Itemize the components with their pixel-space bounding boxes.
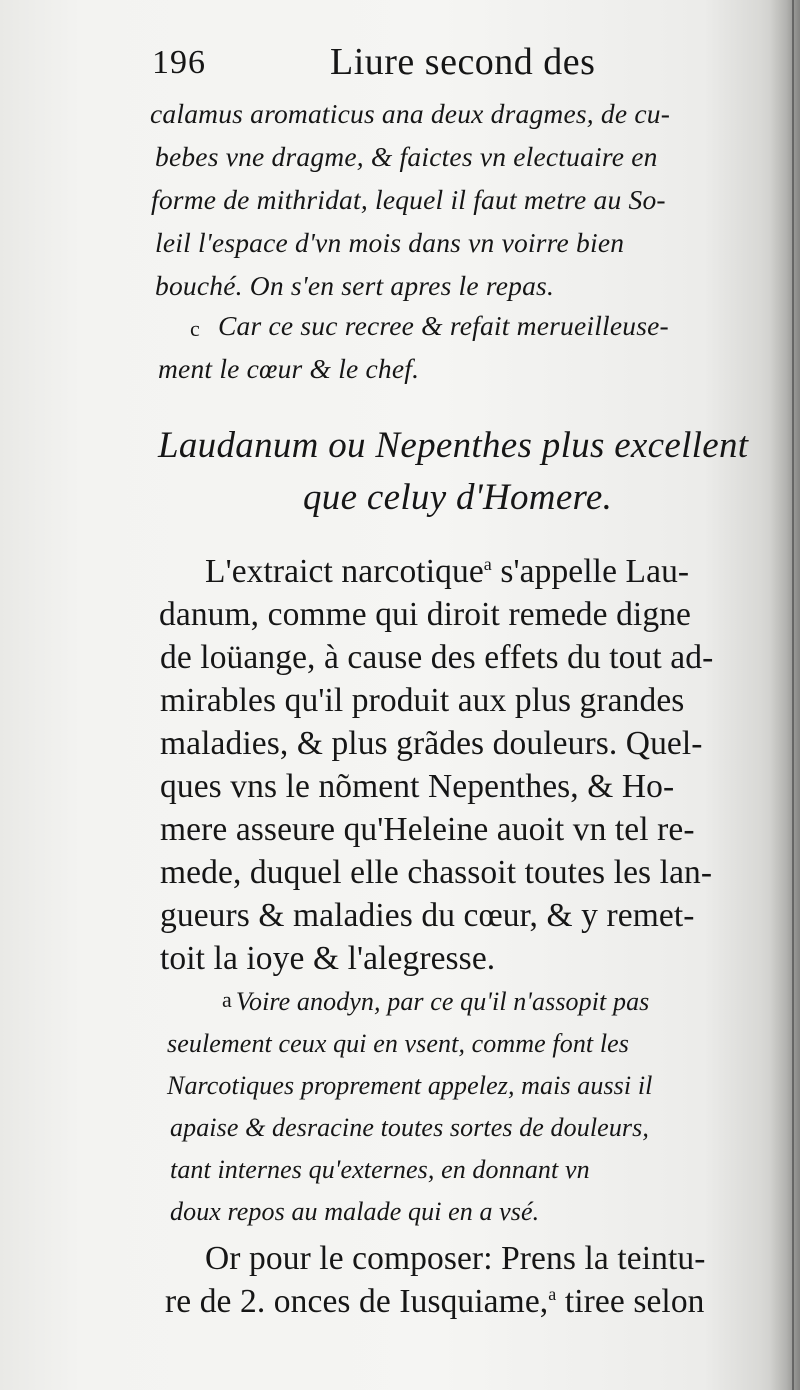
text-line: bebes vne dragme, & faictes vn electuaire en — [155, 141, 658, 172]
text-line: doux repos au malade qui en a vsé. — [170, 1197, 540, 1226]
text-line: forme de mithridat, lequel il faut metre au So- — [151, 184, 666, 215]
text-line: mere asseure qu'Heleine auoit vn tel re- — [160, 811, 695, 848]
page-number: 196 — [152, 44, 206, 81]
text-line: seulement ceux qui en vsent, comme font les — [167, 1029, 630, 1058]
text-line: gueurs & maladies du cœur, & y remet- — [160, 897, 695, 934]
text-line: mirables qu'il produit aux plus grandes — [160, 682, 685, 719]
text-line: danum, comme qui diroit remede digne — [159, 596, 692, 633]
text-line: Car ce suc recree & refait merueilleuse- — [218, 310, 669, 341]
footnote-marker: c — [190, 316, 200, 341]
text-line: apaise & desracine toutes sortes de douleurs, — [170, 1113, 649, 1142]
text-line: tant internes qu'externes, en donnant vn — [170, 1155, 590, 1184]
text-line: bouché. On s'en sert apres le repas. — [155, 270, 555, 301]
text-line: a Voire anodyn, par ce qu'il n'assopit pas — [222, 987, 650, 1016]
running-title: Liure second des — [330, 41, 596, 83]
text-line: ques vns le nõment Nepenthes, & Ho- — [160, 768, 675, 805]
text-line: mede, duquel elle chassoit toutes les lan- — [160, 854, 713, 891]
text-line: maladies, & plus grãdes douleurs. Quel- — [160, 725, 703, 762]
text-line: L'extraict narcotique$^a$ s'appelle Lau- — [205, 553, 690, 590]
text-line: Or pour le composer: Prens la teintu- — [205, 1240, 706, 1277]
text-line: ment le cœur & le chef. — [158, 353, 420, 384]
text-line: leil l'espace d'vn mois dans vn voirre bien — [155, 227, 625, 258]
heading-line: que celuy d'Homere. — [303, 477, 613, 518]
text-line: calamus aromaticus ana deux dragmes, de cu- — [150, 98, 671, 129]
text-line: re de 2. onces de Iusquiame,$^a$ tiree selon — [165, 1283, 705, 1320]
text-line: de loüange, à cause des effets du tout ad- — [160, 639, 714, 676]
footnote-ref: a — [548, 1284, 557, 1304]
text-line: Narcotiques proprement appelez, mais aussi il — [167, 1071, 653, 1100]
heading-line: Laudanum ou Nepenthes plus excellent — [158, 425, 749, 466]
footnote-marker: a — [222, 987, 232, 1012]
text-line: toit la ioye & l'alegresse. — [160, 940, 496, 977]
footnote-ref: a — [483, 554, 492, 574]
